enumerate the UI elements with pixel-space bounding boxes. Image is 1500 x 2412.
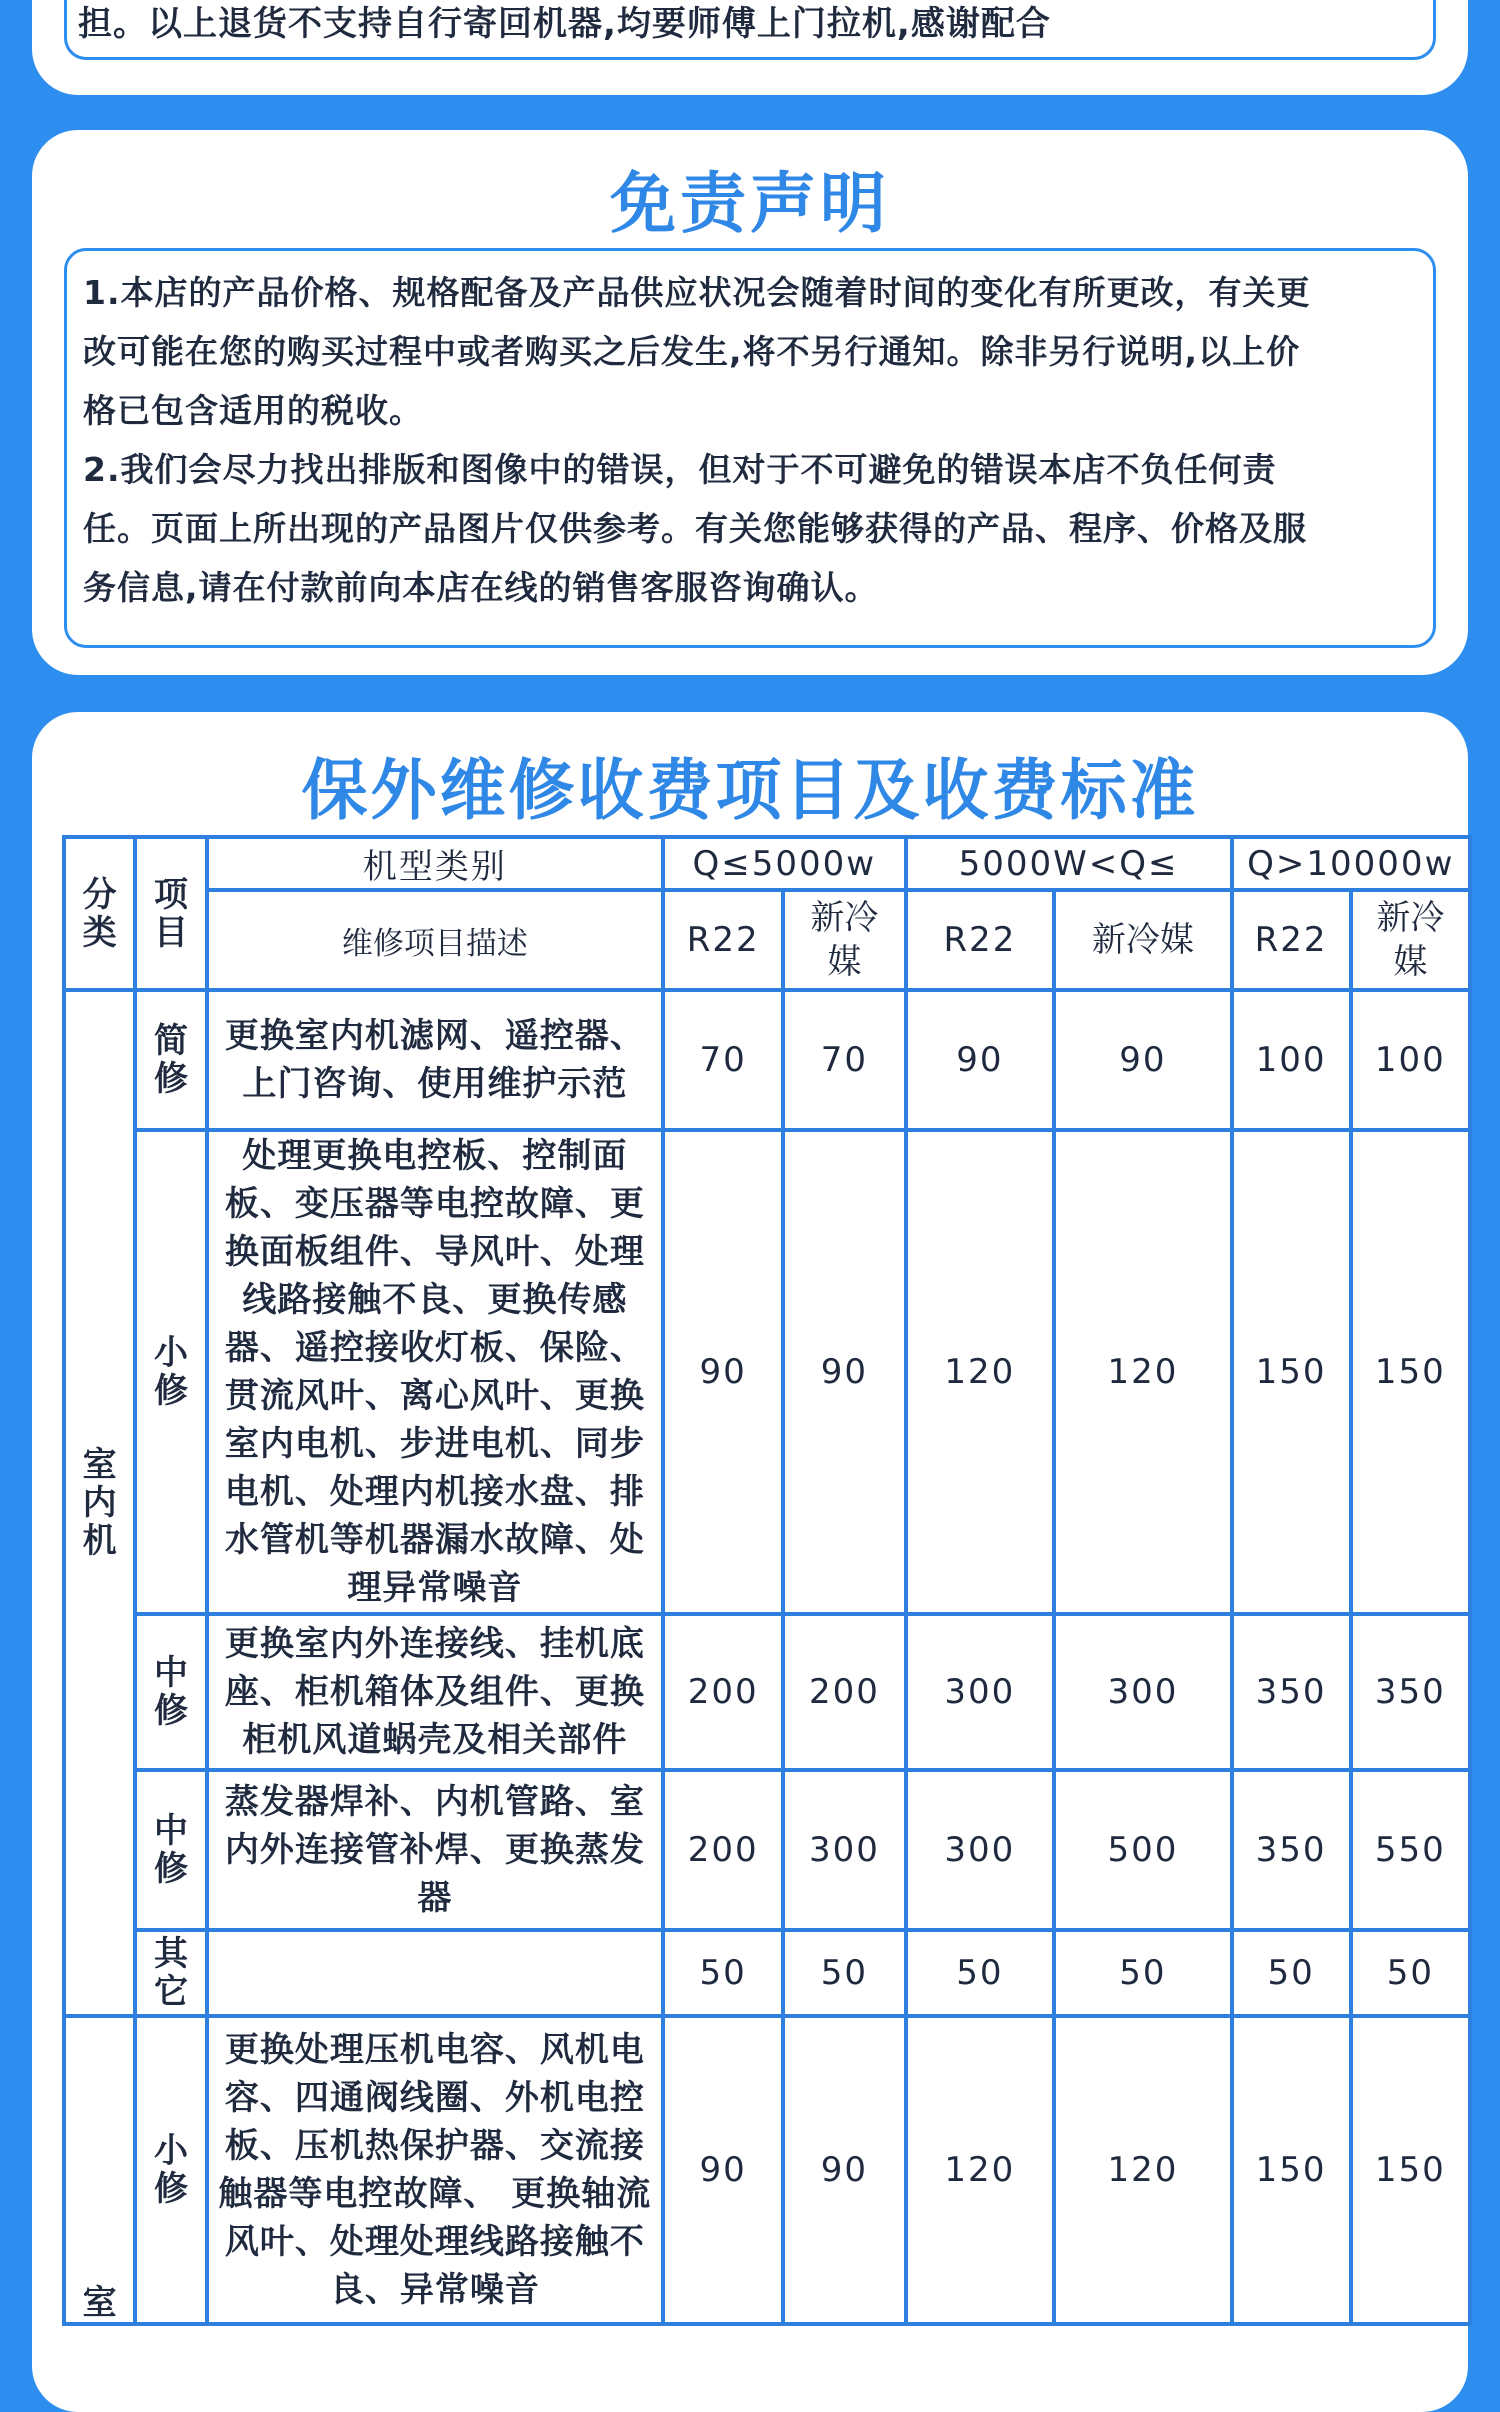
header-new-refrigerant: 新冷 媒 [783,890,905,990]
header-item: 项 目 [135,837,206,990]
price-cell: 50 [1232,1930,1351,2016]
disclaimer-line: 改可能在您的购买过程中或者购买之后发生,将不另行通知。除非另行说明,以上价 [83,332,1301,371]
price-cell: 50 [1351,1930,1470,2016]
fee-table [62,835,1472,2326]
disclaimer-card [32,130,1468,675]
table-row [64,1614,1470,1770]
price-cell: 90 [783,1130,905,1614]
disclaimer-box [64,248,1436,648]
price-cell: 90 [1054,990,1231,1130]
table-row [64,2016,1470,2324]
fees-card [32,712,1468,2412]
header-r22: R22 [1232,890,1351,990]
price-cell: 100 [1232,990,1351,1130]
table-row [64,990,1470,1130]
price-cell: 300 [906,1770,1055,1930]
category-indoor: 室 内 机 [64,990,135,2016]
price-cell: 90 [663,1130,783,1614]
disclaimer-line: 务信息,请在付款前向本店在线的销售客服咨询确认。 [83,568,879,607]
price-cell: 300 [906,1614,1055,1770]
return-policy-text: 担。以上退货不支持自行寄回机器,均要师傅上门拉机,感谢配合 [78,4,1051,44]
price-cell: 150 [1351,1130,1470,1614]
header-r22: R22 [663,890,783,990]
price-cell: 120 [906,2016,1055,2324]
header-new-refrigerant: 新冷媒 [1054,890,1231,990]
disclaimer-line: 1.本店的产品价格、规格配备及产品供应状况会随着时间的变化有所更改，有关更 [83,273,1311,312]
table-row [64,1770,1470,1930]
price-cell: 90 [663,2016,783,2324]
table-row [64,1930,1470,2016]
price-cell: 70 [663,990,783,1130]
price-cell: 100 [1351,990,1470,1130]
row-desc [207,1930,663,2016]
row-item: 中 修 [135,1614,206,1770]
row-item: 简 修 [135,990,206,1130]
header-category: 分 类 [64,837,135,990]
price-cell: 90 [783,2016,905,2324]
disclaimer-line: 任。页面上所出现的产品图片仅供参考。有关您能够获得的产品、程序、价格及服 [83,509,1307,548]
row-item: 其 它 [135,1930,206,2016]
price-cell: 200 [663,1770,783,1930]
header-row [64,837,1470,890]
row-item: 小 修 [135,1130,206,1614]
price-cell: 70 [783,990,905,1130]
table-row [64,1130,1470,1614]
return-policy-card [32,0,1468,95]
price-cell: 50 [906,1930,1055,2016]
header-r22: R22 [906,890,1055,990]
header-subrow [64,890,1470,990]
price-cell: 150 [1232,1130,1351,1614]
header-group: Q>10000w [1232,837,1470,890]
price-cell: 150 [1232,2016,1351,2324]
price-cell: 200 [663,1614,783,1770]
disclaimer-title: 免责声明 [610,165,890,242]
row-desc: 处理更换电控板、控制面板、变压器等电控故障、更换面板组件、导风叶、处理线路接触不良、更换传感器、遥控接收灯板、保险、贯流风叶、离心风叶、更换室内电机、步进电机、同步电机、处理内机接水盘、排水管机等机器漏水故障、处理异常噪音 [207,1130,663,1614]
price-cell: 120 [1054,1130,1231,1614]
price-cell: 300 [783,1770,905,1930]
row-desc: 蒸发器焊补、内机管路、室内外连接管补焊、更换蒸发器 [207,1770,663,1930]
price-cell: 300 [1054,1614,1231,1770]
price-cell: 90 [906,990,1055,1130]
header-machine-type: 机型类别 [207,837,663,890]
price-cell: 350 [1351,1614,1470,1770]
row-item: 中 修 [135,1770,206,1930]
price-cell: 150 [1351,2016,1470,2324]
price-cell: 350 [1232,1770,1351,1930]
header-desc: 维修项目描述 [207,890,663,990]
fees-title: 保外维修收费项目及收费标准 [301,752,1199,829]
price-cell: 120 [906,1130,1055,1614]
price-cell: 50 [783,1930,905,2016]
row-desc: 更换处理压机电容、风机电容、四通阀线圈、外机电控板、压机热保护器、交流接触器等电控故障、 更换轴流风叶、处理处理线路接触不良、异常噪音 [207,2016,663,2324]
category-outdoor: 室 [64,2016,135,2324]
row-item: 小 修 [135,2016,206,2324]
header-new-refrigerant: 新冷 媒 [1351,890,1470,990]
price-cell: 350 [1232,1614,1351,1770]
disclaimer-line: 格已包含适用的税收。 [83,391,423,430]
header-group: Q≤5000w [663,837,905,890]
row-desc: 更换室内外连接线、挂机底座、柜机箱体及组件、更换柜机风道蜗壳及相关部件 [207,1614,663,1770]
price-cell: 50 [663,1930,783,2016]
price-cell: 500 [1054,1770,1231,1930]
header-group: 5000W<Q≤ [906,837,1232,890]
row-desc: 更换室内机滤网、遥控器、上门咨询、使用维护示范 [207,990,663,1130]
price-cell: 50 [1054,1930,1231,2016]
price-cell: 550 [1351,1770,1470,1930]
price-cell: 120 [1054,2016,1231,2324]
disclaimer-line: 2.我们会尽力找出排版和图像中的错误，但对于不可避免的错误本店不负任何责 [83,450,1277,489]
price-cell: 200 [783,1614,905,1770]
